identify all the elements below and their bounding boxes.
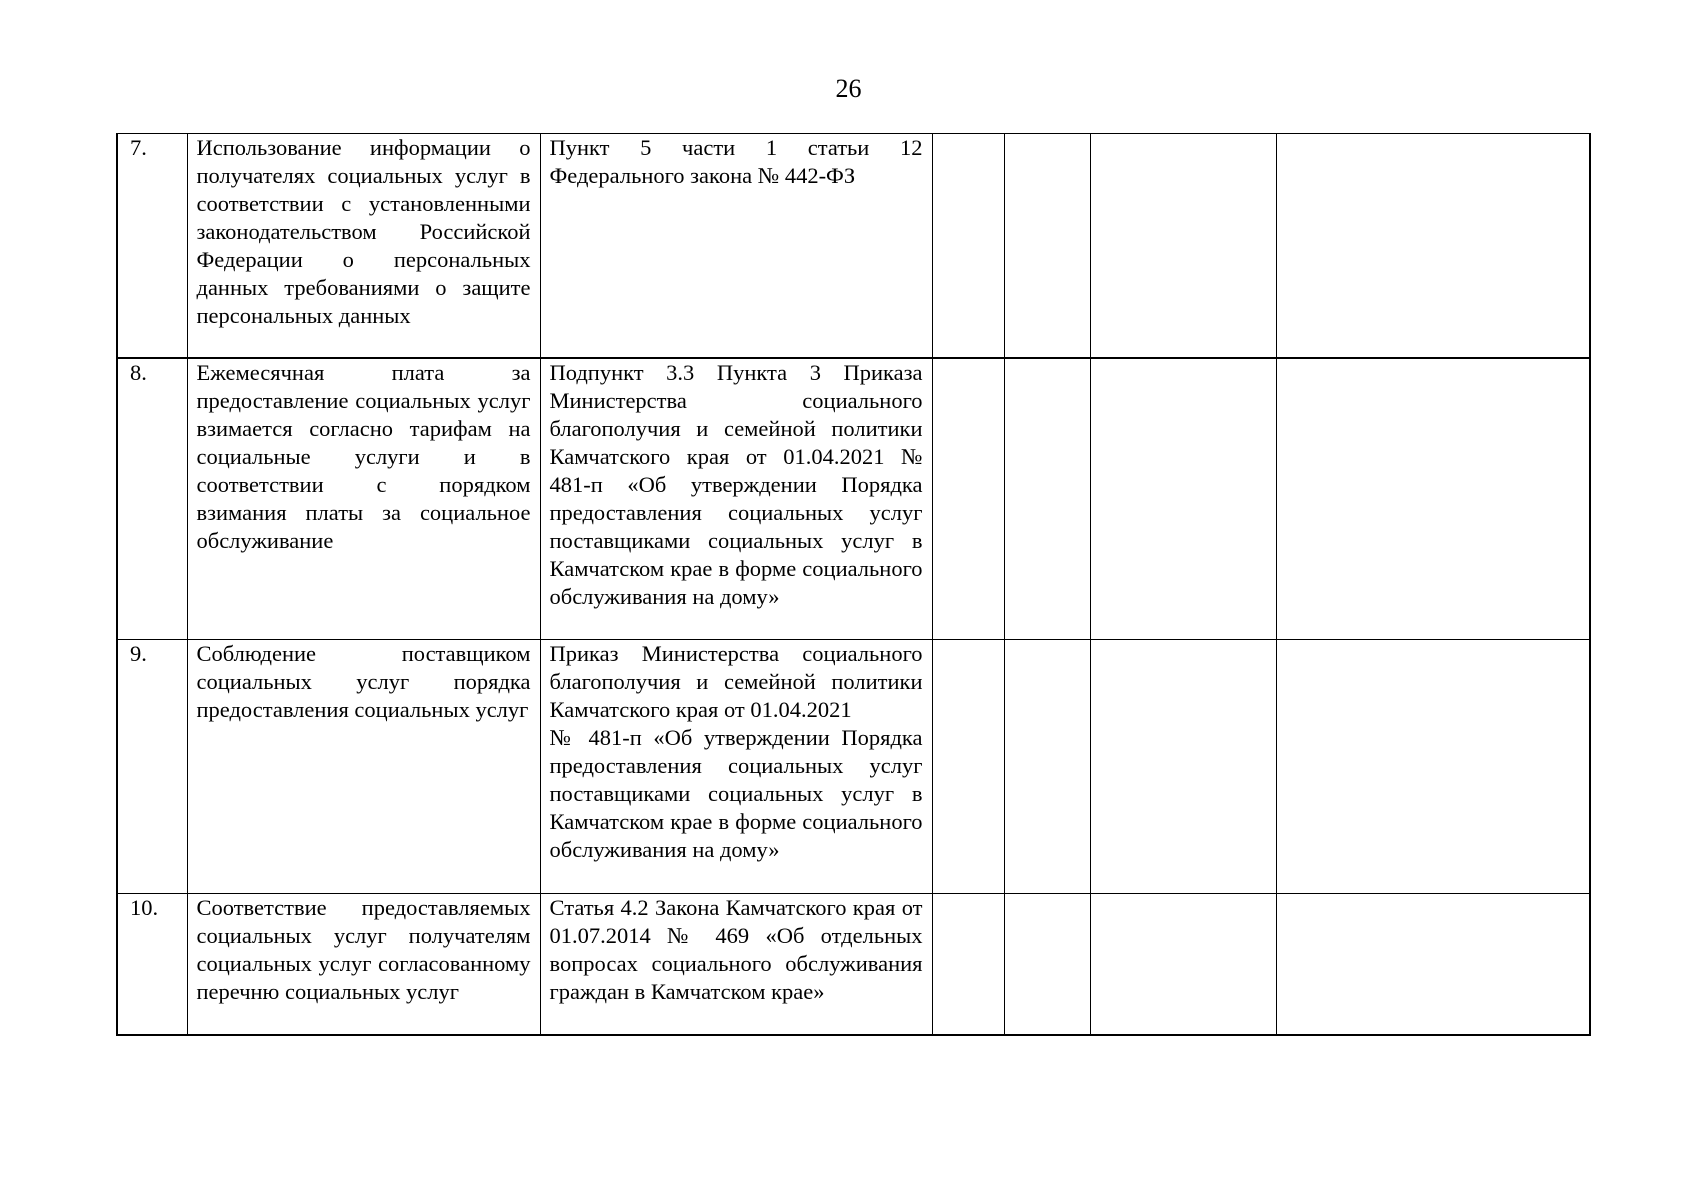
table-row [117,640,1590,894]
requirement-cell: Соблюдение поставщиком социальных услуг порядка предоставления социальных услуг [187,640,540,894]
row-number: 8. [117,358,187,640]
checklist-table [116,133,1591,1036]
empty-cell [1090,894,1276,1035]
empty-cell [1276,894,1590,1035]
requirement-cell: Ежемесячная плата за предоставление социальных услуг взимается согласно тарифам на социальные услуги и в соответствии с порядком взимания платы за социальное обслуживание [187,358,540,640]
empty-cell [932,134,1004,358]
legal-reference-cell: Статья 4.2 Закона Камчатского края от 01.07.2014 № 469 «Об отдельных вопросах социального обслуживания граждан в Камчатском крае» [540,894,932,1035]
legal-reference-cell: Приказ Министерства социального благополучия и семейной политики Камчатского края от 01.04.2021 № 481-п «Об утверждении Порядка предоставления социальных услуг поставщиками социальных услуг в Камчатском крае в форме социального обслуживания на дому» [540,640,932,894]
row-number: 7. [117,134,187,358]
page-number: 26 [835,74,862,103]
table-row [117,134,1590,358]
table-row [117,358,1590,640]
row-number: 9. [117,640,187,894]
row-number: 10. [117,894,187,1035]
requirement-cell: Соответствие предоставляемых социальных услуг получателям социальных услуг согласованному перечню социальных услуг [187,894,540,1035]
empty-cell [1004,640,1090,894]
empty-cell [1090,134,1276,358]
empty-cell [1276,134,1590,358]
empty-cell [932,640,1004,894]
legal-reference-cell: Подпункт 3.3 Пункта 3 Приказа Министерства социального благополучия и семейной политики Камчатского края от 01.04.2021 № 481-п «Об утверждении Порядка предоставления социальных услуг поставщиками социальных услуг в Камчатском крае в форме социального обслуживания на дому» [540,358,932,640]
empty-cell [932,358,1004,640]
empty-cell [1276,358,1590,640]
empty-cell [1004,894,1090,1035]
empty-cell [1276,640,1590,894]
empty-cell [1090,640,1276,894]
empty-cell [1004,134,1090,358]
empty-cell [1004,358,1090,640]
empty-cell [932,894,1004,1035]
table-row [117,894,1590,1035]
legal-reference-cell: Пункт 5 части 1 статьи 12 Федерального закона № 442-ФЗ [540,134,932,358]
empty-cell [1090,358,1276,640]
requirement-cell: Использование информации о получателях социальных услуг в соответствии с установленными законодательством Российской Федерации о персональных данных требованиями о защите персональных данных [187,134,540,358]
